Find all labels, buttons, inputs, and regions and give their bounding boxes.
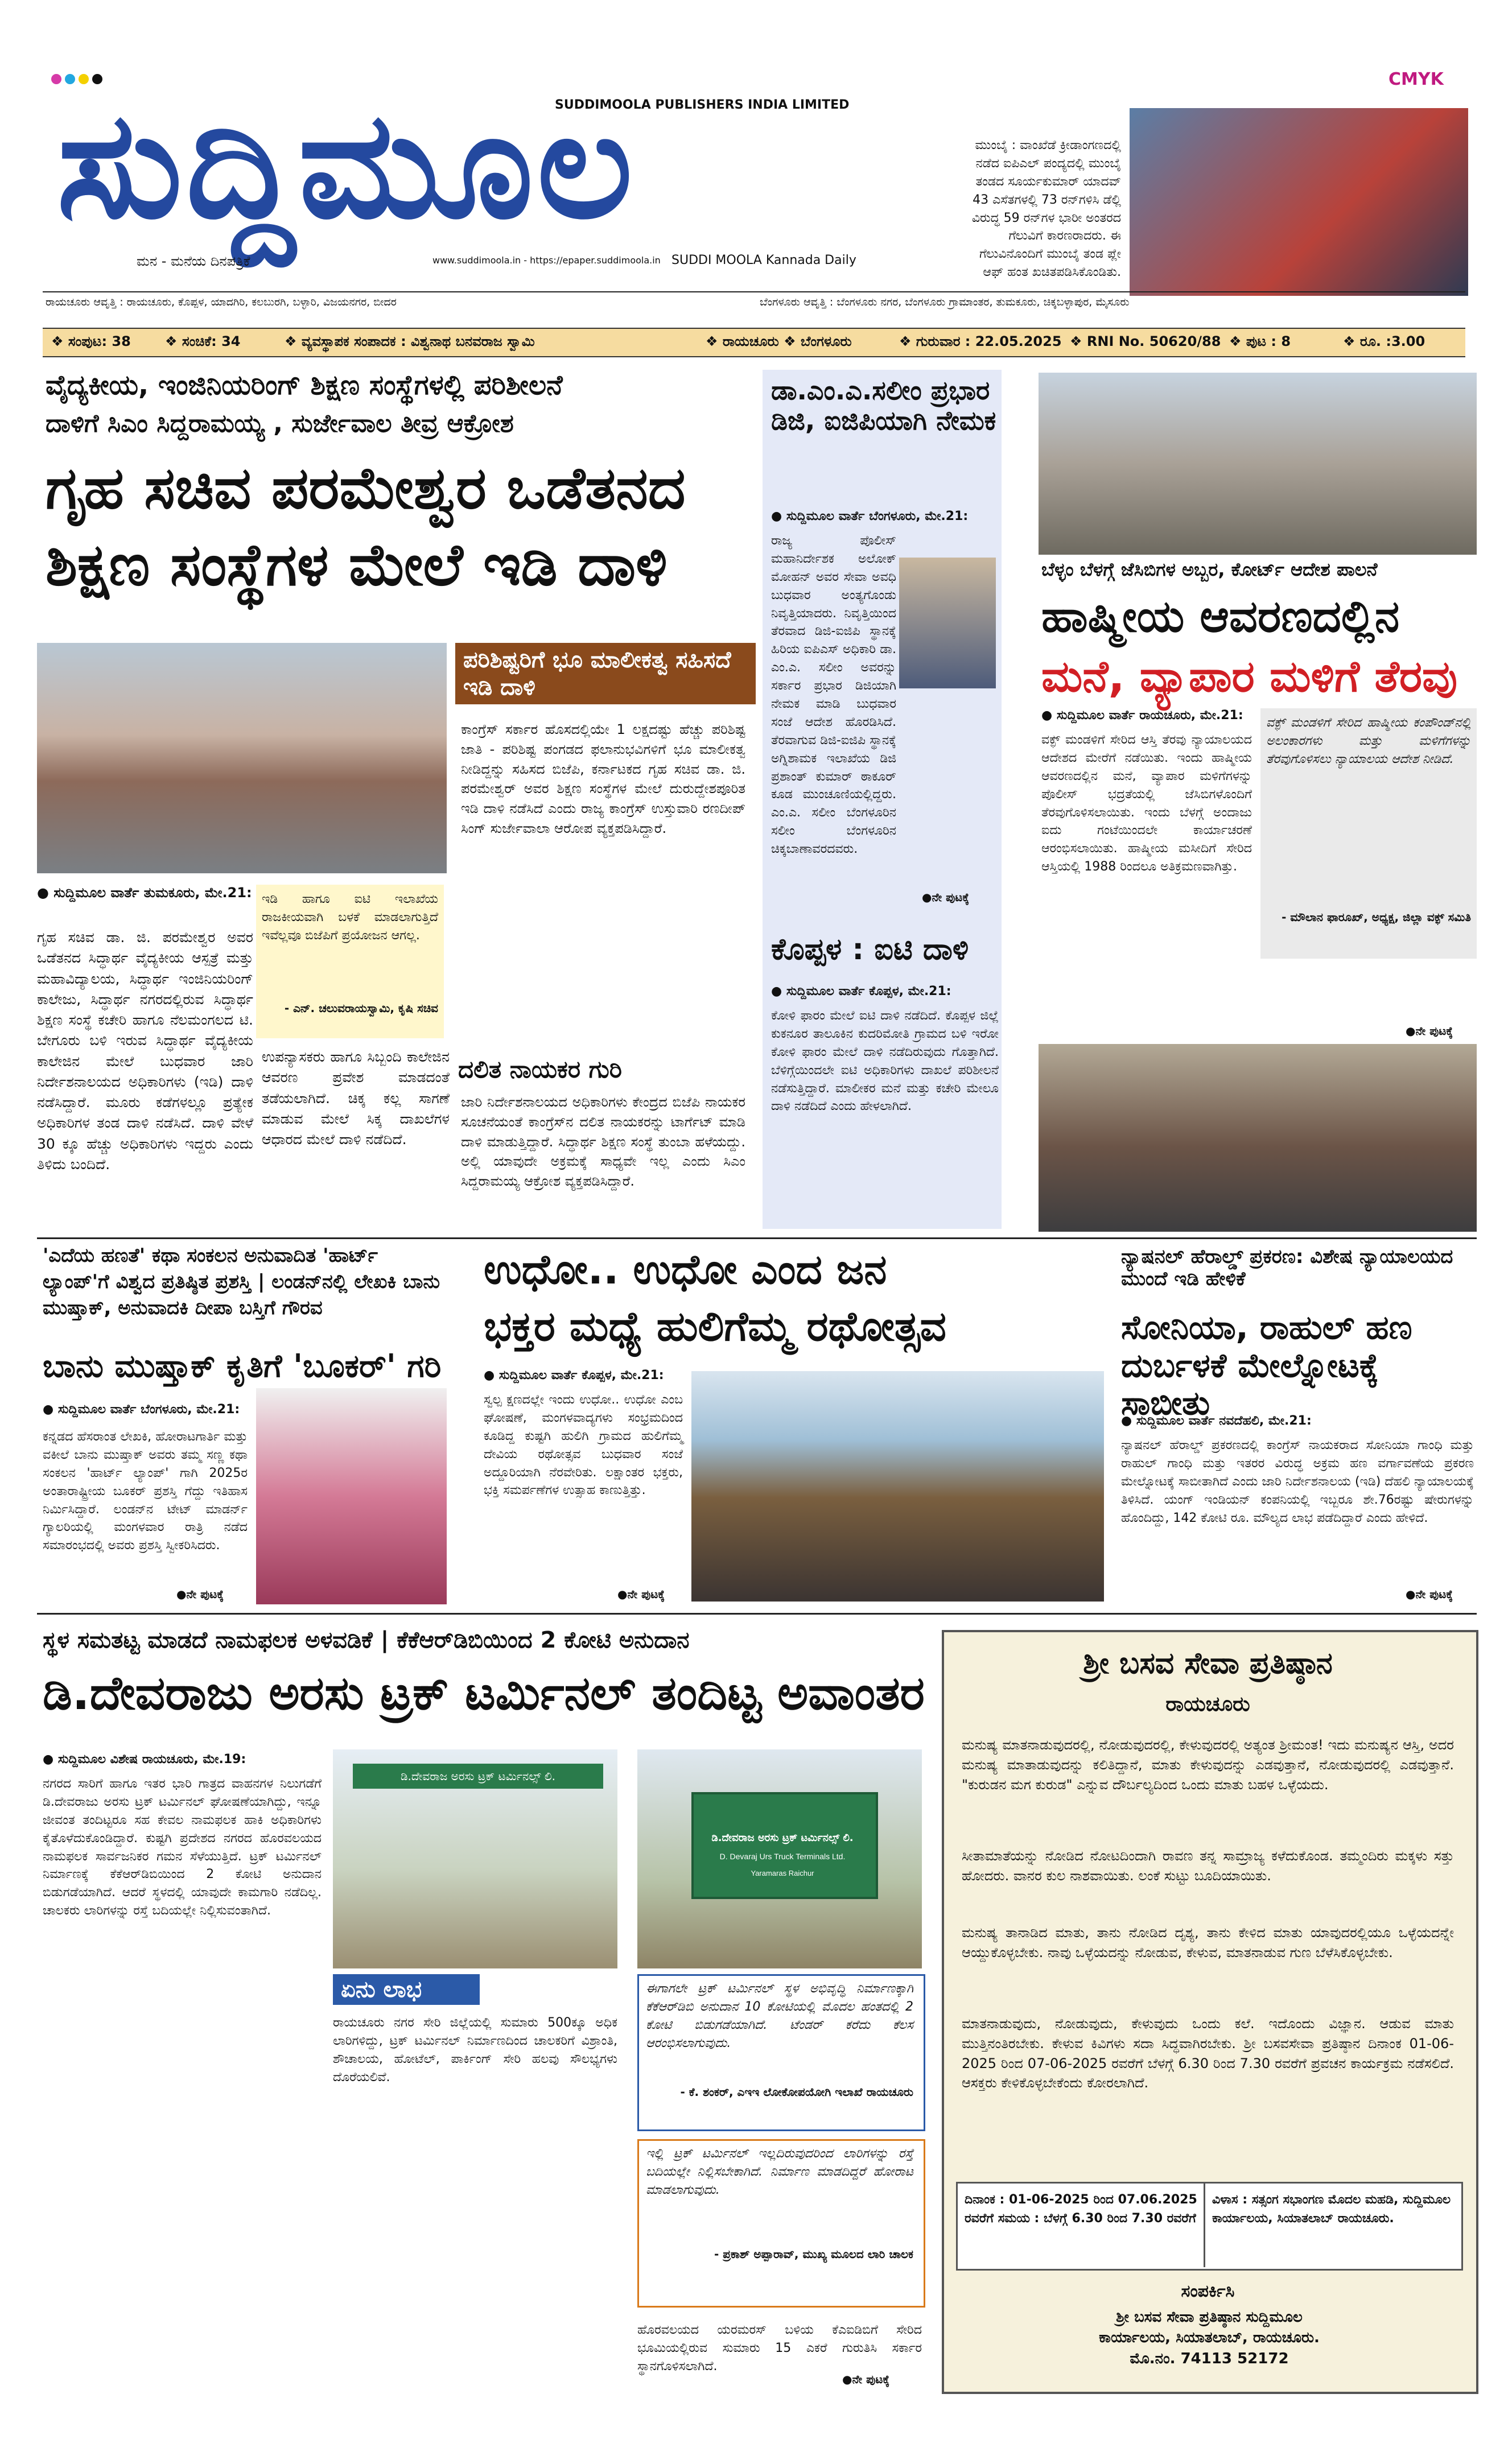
devaraj-headline: ಡಿ.ದೇವರಾಜು ಅರಸು ಟ್ರಕ್ ಟರ್ಮಿನಲ್ ತಂದಿಟ್ಟ ಅವಾಂತರ [43, 1666, 925, 1720]
issue: ❖ ಸಂಚಿಕೆ: 34 [165, 333, 241, 349]
banu-photo [256, 1388, 447, 1604]
lead-headline-1: ಗೃಹ ಸಚಿವ ಪರಮೇಶ್ವರ ಒಡೆತನದ [46, 455, 686, 522]
signboard-2-english: D. Devaraj Urs Truck Terminals Ltd. [719, 1852, 846, 1861]
salim-headline: ಡಾ.ಎಂ.ಎ.ಸಲೀಂ ಪ್ರಭಾರ ಡಿಜಿ, ಐಜಿಪಿಯಾಗಿ ನೇಮಕ [771, 375, 996, 436]
hashmi-quote: ವಕ್ಫ್ ಮಂಡಳಿಗೆ ಸೇರಿದ ಹಾಷ್ಮೀಯ ಕಂಪೌಂಡ್‌ನಲ್ಲಿ ಅಲಂಕಾರಗಳು ಮತ್ತು ಮಳಿಗೆಗಳನ್ನು ತೆರವುಗೊಳಿಸಲು ನ್ಯಾಯಾಲಯ ಆದೇಶ ನೀಡಿದೆ. [1266, 716, 1471, 766]
basava-para-2: ಸೀತಾಮಾತೆಯನ್ನು ನೋಡಿದ ನೋಟದಿಂದಾಗಿ ರಾವಣ ತನ್ನ ಸಾಮ್ರಾಜ್ಯ ಕಳೆದುಕೊಂಡ. ತಮ್ಮಂದಿರು ಮಕ್ಕಳು ಸತ್ತು ಹೋದರು. ವಾನರ ಕುಲ ನಾಶವಾಯಿತು. ಲಂಕೆ ಸುಟ್ಟು ಬೂದಿಯಾಯಿತು. [962, 1848, 1454, 1884]
editions-raichur: ರಾಯಚೂರು ಆವೃತ್ತಿ : ರಾಯಚೂರು, ಕೊಪ್ಪಳ, ಯಾದಗಿರಿ, ಕಲಬುರಗಿ, ಬಳ್ಳಾರಿ, ವಿಜಯನಗರ, ಬೀದರ [46, 296, 397, 308]
huligemma-body: ಸ್ವಲ್ಪ ಕ್ಷಣದಲ್ಲೇ ಇಂದು ಉಧೋ.. ಉಧೋ ಎಂಬ ಘೋಷಣೆ, ಮಂಗಳವಾದ್ಯಗಳು ಸಂಭ್ರಮದಿಂದ ಕೂಡಿದ್ದ ಕುಷ್ಟಗಿ ಹುಲಿಗಿ ಗ್ರಾಮದ ಹುಲಿಗೆಮ್ಮ ದೇವಿಯ ರಥೋತ್ಸವ ಬುಧವಾರ ಸಂಜೆ ಅದ್ದೂರಿಯಾಗಿ ನೆರವೇರಿತು. ಲಕ್ಷಾಂತರ ಭಕ್ತರು, ಭಕ್ತಿ ಸಮರ್ಪಣೆಗಳ ಉತ್ಸಾಹ ಕಾಣುತ್ತಿತ್ತು. [484, 1393, 683, 1498]
lead-body: ಗೃಹ ಸಚಿವ ಡಾ. ಜಿ. ಪರಮೇಶ್ವರ ಅವರ ಒಡೆತನದ ಸಿದ್ಧಾರ್ಥ ವೈದ್ಯಕೀಯ ಆಸ್ಪತ್ರೆ ಮತ್ತು ಮಹಾವಿದ್ಯಾಲಯ, ಸಿದ್ಧಾರ್ಥ ಇಂಜಿನಿಯರಿಂಗ್ ಕಾಲೇಜು, ಸಿದ್ಧಾರ್ಥ ನಗರದಲ್ಲಿರುವ ಸಿದ್ಧಾರ್ಥ ಶಿಕ್ಷಣ ಸಂಸ್ಥೆ ಕಚೇರಿ ಹಾಗೂ ನೆಲಮಂಗಲದ ಟಿ. ಬೇಗೂರು ಬಳಿ ಇರುವ ಸಿದ್ಧಾರ್ಥ ವೈದ್ಯಕೀಯ ಕಾಲೇಜಿನ ಮೇಲೆ ಬುಧವಾರ ಜಾರಿ ನಿರ್ದೇಶನಾಲಯದ ಅಧಿಕಾರಿಗಳು (ಇಡಿ) ದಾಳಿ ನಡೆಸಿದ್ದಾರೆ. ಮೂರು ಕಡೆಗಳಲ್ಲೂ ಪ್ರತ್ಯೇಕ ಅಧಿಕಾರಿಗಳ ತಂಡ ದಾಳಿ ನಡೆಸಿದೆ. ದಾಳಿ ವೇಳೆ 30 ಕ್ಕೂ ಹೆಚ್ಚು ಅಧಿಕಾರಿಗಳು ಇದ್ದರು ಎಂದು ತಿಳಿದು ಬಂದಿದೆ. [37, 929, 253, 1173]
banu-body: ಕನ್ನಡದ ಹೆಸರಾಂತ ಲೇಖಕಿ, ಹೋರಾಟಗಾರ್ತಿ ಮತ್ತು ವಕೀಲೆ ಬಾನು ಮುಷ್ತಾಕ್ ಅವರು ತಮ್ಮ ಸಣ್ಣ ಕಥಾ ಸಂಕಲನ 'ಹಾರ್ಟ್ ಲ್ಯಾಂಪ್' ಗಾಗಿ 2025ರ ಅಂತಾರಾಷ್ಟ್ರೀಯ ಬೂಕರ್ ಪ್ರಶಸ್ತಿ ಗೆದ್ದು ಇತಿಹಾಸ ನಿರ್ಮಿಸಿದ್ದಾರೆ. ಲಂಡನ್‌ನ ಟೇಟ್ ಮಾಡರ್ನ್ ಗ್ಯಾಲರಿಯಲ್ಲಿ ಮಂಗಳವಾರ ರಾತ್ರಿ ನಡೆದ ಸಮಾರಂಭದಲ್ಲಿ ಅವರು ಪ್ರಶಸ್ತಿ ಸ್ವೀಕರಿಸಿದರು. [43, 1430, 248, 1553]
contact-title: ಸಂಪರ್ಕಿಸಿ [1181, 2281, 1235, 2301]
lead-kicker-2: ದಾಳಿಗೆ ಸಿಎಂ ಸಿದ್ದರಾಮಯ್ಯ , ಸುರ್ಜೇವಾಲ ತೀವ್ರ ಆಕ್ರೋಶ [46, 409, 514, 438]
terminal-signboard-2 [691, 1792, 878, 1899]
dalit-title: ದಲಿತ ನಾಯಕರ ಗುರಿ [458, 1055, 622, 1083]
banu-kicker: 'ಎದೆಯ ಹಣತೆ' ಕಥಾ ಸಂಕಲನ ಅನುವಾದಿತ 'ಹಾರ್ಟ್ ಲ್ಯಾಂಪ್'ಗೆ ವಿಶ್ವದ ಪ್ರತಿಷ್ಠಿತ ಪ್ರಶಸ್ತಿ | ಲಂಡನ್‌ನಲ್ಲಿ ಲೇಖಕಿ ಬಾನು ಮುಷ್ತಾಕ್, ಅನುವಾದಕಿ ದೀಪಾ ಬಸ್ತಿಗೆ ಗೌರವ [43, 1244, 440, 1319]
hashmi-headline-1: ಹಾಷ್ಮೀಯ ಆವರಣದಲ್ಲಿನ [1041, 591, 1400, 642]
quote-text: ಇಡಿ ಹಾಗೂ ಐಟಿ ಇಲಾಖೆಯ ರಾಜಕೀಯವಾಗಿ ಬಳಕೆ ಮಾಡಲಾಗುತ್ತಿದೆ ಇವೆಲ್ಲವೂ ಬಿಜೆಪಿಗೆ ಪ್ರಯೋಜನ ಆಗಲ್ಲ. [262, 892, 438, 943]
huligemma-headline-2: ಭಕ್ತರ ಮಧ್ಯೆ ಹುಲಿಗೆಮ್ಮ ರಥೋತ್ಸವ [484, 1302, 946, 1350]
hashmi-caption: ಬೆಳ್ಳಂ ಬೆಳಗ್ಗೆ ಜೆಸಿಬಿಗಳ ಅಬ್ಬರ, ಕೋರ್ಟ್ ಆದೇಶ ಪಾಲನೆ [1041, 559, 1378, 580]
quote1-text: ಈಗಾಗಲೇ ಟ್ರಕ್ ಟರ್ಮಿನಲ್ ಸ್ಥಳ ಅಭಿವೃದ್ಧಿ ನಿರ್ಮಾಣಕ್ಕಾಗಿ ಕೆಕೆಆರ್‌ಡಿಬಿ ಅನುದಾನ 10 ಕೋಟಿಯಲ್ಲಿ ಮೊದಲ ಹಂತದಲ್ಲಿ 2 ಕೋಟಿ ಬಿಡುಗಡೆಯಾಗಿದೆ. ಟೆಂಡರ್ ಕರೆದು ಕೆಲಸ ಆರಂಭಿಸಲಾಗುವುದು. [646, 1982, 913, 2050]
quote2-text: ಇಲ್ಲಿ ಟ್ರಕ್ ಟರ್ಮಿನಲ್ ಇಲ್ಲದಿರುವುದರಿಂದ ಲಾರಿಗಳನ್ನು ರಸ್ತೆ ಬದಿಯಲ್ಲೇ ನಿಲ್ಲಿಸಬೇಕಾಗಿದೆ. ನಿರ್ಮಾಣ ಮಾಡದಿದ್ದರೆ ಹೋರಾಟ ಮಾಡಲಾಗುವುದು. [646, 2147, 913, 2197]
cmyk-label: CMYK [1388, 69, 1444, 89]
price: ❖ ರೂ. :3.00 [1343, 333, 1425, 349]
schedule-address: ವಿಳಾಸ : ಸತ್ಸಂಗ ಸಭಾಂಗಣ ಮೊದಲ ಮಹಡಿ, ಸುದ್ದಿಮೂಲ ಕಾರ್ಯಾಲಯ, ಸಿಯಾತಲಾಬ್ ರಾಯಚೂರು. [1212, 2193, 1451, 2226]
devaraj-body-2: ಹೊರವಲಯದ ಯರಮರಸ್ ಬಳಿಯ ಕೆಎಐಡಿಬಿಗೆ ಸೇರಿದ ಭೂಮಿಯಲ್ಲಿರುವ ಸುಮಾರು 15 ಎಕರೆ ಗುರುತಿಸಿ ಸರ್ಕಾರ ಸ್ಥಾನಗೊಳಿಸಲಾಗಿದೆ. [637, 2323, 922, 2374]
herald-headline: ಸೋನಿಯಾ, ರಾಹುಲ್ ಹಣ ದುರ್ಬಳಕೆ ಮೇಲ್ನೋಟಕ್ಕೆ ಸಾಬೀತು [1121, 1308, 1412, 1423]
date: ❖ ಗುರುವಾರ : 22.05.2025 [899, 333, 1062, 349]
salim-continued: ●ನೇ ಪುಟಕ್ಕೆ [922, 890, 970, 904]
crowd-protest-photo [1039, 1044, 1477, 1232]
basava-city: ರಾಯಚೂರು [1165, 1693, 1250, 1716]
siddhartha-college-photo [37, 643, 447, 873]
devaraj-body: ನಗರದ ಸಾರಿಗೆ ಹಾಗೂ ಇತರ ಭಾರಿ ಗಾತ್ರದ ವಾಹನಗಳ ನಿಲುಗಡೆಗೆ ಡಿ.ದೇವರಾಜು ಅರಸು ಟ್ರಕ್ ಟರ್ಮಿನಲ್ ಘೋಷಣೆಯಾಗಿದ್ದು, ಇನ್ನೂ ಜೀವಂತ ತಂದಿಟ್ಟರೂ ಸಹ ಕೇವಲ ನಾಮಫಲಕ ಹಾಕಿ ಅಧಿಕಾರಿಗಳು ಕೈತೊಳೆದುಕೊಂಡಿದ್ದಾರೆ. ಕುಷ್ಟಗಿ ಪ್ರದೇಶದ ನಗರದ ಹೊರವಲಯದ ನಾಮಫಲಕ ಸಾರ್ವಜನಿಕರ ಗಮನ ಸೆಳೆಯುತ್ತಿದೆ. ಟ್ರಕ್ ಟರ್ಮಿನಲ್ ನಿರ್ಮಾಣಕ್ಕೆ ಕೆಕೆಆರ್‌ಡಿಬಿಯಿಂದ 2 ಕೋಟಿ ಅನುದಾನ ಬಿಡುಗಡೆಯಾಗಿದೆ. ಆದರೆ ಸ್ಥಳದಲ್ಲಿ ಯಾವುದೇ ಕಾಮಗಾರಿ ನಡೆದಿಲ್ಲ. ಚಾಲಕರು ಲಾರಿಗಳನ್ನು ರಸ್ತೆ ಬದಿಯಲ್ಲೇ ನಿಲ್ಲಿಸುವಂತಾಗಿದೆ. [43, 1777, 322, 1918]
quote1-author: - ಕೆ. ಶಂಕರ್, ಎಇಇ ಲೋಕೋಪಯೋಗಿ ಇಲಾಖೆ ರಾಯಚೂರು [680, 2085, 913, 2099]
quote-author: - ಎನ್. ಚಲುವರಾಯಸ್ವಾಮಿ, ಕೃಷಿ ಸಚಿವ [284, 1001, 438, 1015]
herald-kicker: ನ್ಯಾಷನಲ್ ಹೆರಾಲ್ಡ್ ಪ್ರಕರಣ: ವಿಶೇಷ ನ್ಯಾಯಾಲಯದ ಮುಂದೆ ಇಡಿ ಹೇಳಿಕೆ [1121, 1245, 1453, 1291]
huligemma-continued: ●ನೇ ಪುಟಕ್ಕೆ [617, 1587, 665, 1601]
demolition-photo [1039, 373, 1477, 555]
editor: ❖ ವ್ಯವಸ್ಥಾಪಕ ಸಂಪಾದಕ : ವಿಶ್ವನಾಥ ಬನವರಾಜ ಸ್ವಾಮಿ [285, 333, 535, 349]
masthead-title: ಸುದ್ದಿಮೂಲ [57, 78, 636, 251]
salim-byline: ● ಸುದ್ದಿಮೂಲ ವಾರ್ತೆ ಬೆಂಗಳೂರು, ಮೇ.21: [771, 509, 969, 523]
cricket-photo [1130, 108, 1468, 296]
schedule-divider [1204, 2182, 1205, 2267]
dalit-body: ಜಾರಿ ನಿರ್ದೇಶನಾಲಯದ ಅಧಿಕಾರಿಗಳು ಕೇಂದ್ರದ ಬಿಜೆಪಿ ನಾಯಕರ ಸೂಚನೆಯಂತೆ ಕಾಂಗ್ರೆಸ್‌ನ ದಲಿತ ನಾಯಕರನ್ನು ಟಾರ್ಗೆಟ್ ಮಾಡಿ ದಾಳಿ ಮಾಡುತ್ತಿದ್ದಾರೆ. ಸಿದ್ಧಾರ್ಥ ಶಿಕ್ಷಣ ಸಂಸ್ಥೆ ತುಂಬಾ ಹಳೆಯದ್ದು. ಅಲ್ಲಿ ಯಾವುದೇ ಅಕ್ರಮಕ್ಕೆ ಸಾಧ್ಯವೇ ಇಲ್ಲ ಎಂದು ಸಿಎಂ ಸಿದ್ದರಾಮಯ್ಯ ಆಕ್ರೋಶ ವ್ಯಕ್ತಪಡಿಸಿದ್ದಾರೆ. [461, 1094, 745, 1190]
website-urls: www.suddimoola.in - https://epaper.suddimoola.in [432, 255, 661, 266]
lead-kicker-1: ವೈದ್ಯಕೀಯ, ಇಂಜಿನಿಯರಿಂಗ್ ಶಿಕ್ಷಣ ಸಂಸ್ಥೆಗಳಲ್ಲಿ ಪರಿಶೀಲನೆ [46, 369, 563, 401]
contact-body: ಶ್ರೀ ಬಸವ ಸೇವಾ ಪ್ರತಿಷ್ಠಾನ ಸುದ್ದಿಮೂಲ ಕಾರ್ಯಾಲಯ, ಸಿಯಾತಲಾಬ್, ರಾಯಚೂರು. ಮೊ.ನಂ. 74113 52172 [1099, 2309, 1320, 2367]
editions-bengaluru: ಬೆಂಗಳೂರು ಆವೃತ್ತಿ : ಬೆಂಗಳೂರು ನಗರ, ಬೆಂಗಳೂರು ಗ್ರಾಮಾಂತರ, ತುಮಕೂರು, ಚಿಕ್ಕಬಳ್ಳಾಪುರ, ಮೈಸೂರು [760, 296, 1130, 308]
basava-para-4: ಮಾತನಾಡುವುದು, ನೋಡುವುದು, ಕೇಳುವುದು ಒಂದು ಕಲೆ. ಇದೊಂದು ವಿಜ್ಞಾನ. ಆಡುವ ಮಾತು ಮುತ್ತಿನಂತಿರಬೇಕು. ಕೇಳುವ ಕಿವಿಗಳು ಸದಾ ಸಿದ್ಧವಾಗಿರಬೇಕು. ಶ್ರೀ ಬಸವಸೇವಾ ಪ್ರತಿಷ್ಠಾನ ದಿನಾಂಕ 01-06-2025 ರಿಂದ 07-06-2025 ರವರೆಗೆ ಬೆಳಗ್ಗೆ 6.30 ರಿಂದ 7.30 ರವರೆಗೆ ಪ್ರವಚನ ಕಾರ್ಯಕ್ರಮ ನಡೆಸಲಿದೆ. ಆಸಕ್ತರು ಕೇಳಿಕೊಳ್ಳಬೇಕೆಂದು ಕೋರಲಾಗಿದೆ. [962, 2016, 1454, 2091]
koppal-byline: ● ಸುದ್ದಿಮೂಲ ವಾರ್ತೆ ಕೊಪ್ಪಳ, ಮೇ.21: [771, 984, 951, 998]
lead-body-2: ಉಪನ್ಯಾಸಕರು ಹಾಗೂ ಸಿಬ್ಬಂದಿ ಕಾಲೇಜಿನ ಆವರಣ ಪ್ರವೇಶ ಮಾಡದಂತೆ ತಡೆಯಲಾಗಿದೆ. ಚಿಕ್ಕ ಕಲ್ಲ ಸಾಗಣೆ ಮಾಡುವ ಮೇಲೆ ಸಿಕ್ಕ ದಾಖಲೆಗಳ ಆಧಾರದ ಮೇಲೆ ದಾಳಿ ನಡೆದಿದೆ. [262, 1049, 450, 1148]
publisher-name: SUDDIMOOLA PUBLISHERS INDIA LIMITED [555, 98, 850, 112]
lead-byline: ● ಸುದ್ದಿಮೂಲ ವಾರ್ತೆ ತುಮಕೂರು, ಮೇ.21: [37, 885, 252, 901]
cities: ❖ ರಾಯಚೂರು ❖ ಬೆಂಗಳೂರು [706, 333, 852, 349]
herald-body: ನ್ಯಾಷನಲ್ ಹೆರಾಲ್ಡ್ ಪ್ರಕರಣದಲ್ಲಿ ಕಾಂಗ್ರೆಸ್ ನಾಯಕರಾದ ಸೋನಿಯಾ ಗಾಂಧಿ ಮತ್ತು ರಾಹುಲ್ ಗಾಂಧಿ ಮತ್ತು ಇತರರ ವಿರುದ್ಧ ಅಕ್ರಮ ಹಣ ವರ್ಗಾವಣೆಯ ಪ್ರಕರಣ ಮೇಲ್ನೋಟಕ್ಕೆ ಸಾಬೀತಾಗಿದೆ ಎಂದು ಜಾರಿ ನಿರ್ದೇಶನಾಲಯ (ಇಡಿ) ದೆಹಲಿ ನ್ಯಾಯಾಲಯಕ್ಕೆ ತಿಳಿಸಿದೆ. ಯಂಗ್ ಇಂಡಿಯನ್ ಕಂಪನಿಯಲ್ಲಿ ಇಬ್ಬರೂ ಶೇ.76ರಷ್ಟು ಷೇರುಗಳನ್ನು ಹೊಂದಿದ್ದು, 142 ಕೋಟಿ ರೂ. ಮೌಲ್ಯದ ಲಾಭ ಪಡೆದಿದ್ದಾರೆ ಎಂದು ಹೇಳಿದೆ. [1121, 1438, 1474, 1525]
basava-para-3: ಮನುಷ್ಯ ತಾನಾಡಿದ ಮಾತು, ತಾನು ನೋಡಿದ ದೃಶ್ಯ, ತಾನು ಕೇಳಿದ ಮಾತು ಯಾವುದರಲ್ಲಿಯೂ ಒಳ್ಳೆಯದನ್ನೇ ಆಯ್ದುಕೊಳ್ಳಬೇಕು. ನಾವು ಒಳ್ಳೆಯದನ್ನು ನೋಡುವ, ಕೇಳುವ, ಮಾತನಾಡುವ ಗುಣ ಬೆಳೆಸಿಕೊಳ್ಳಬೇಕು. [962, 1925, 1454, 1961]
row-rule-2 [37, 1613, 1477, 1615]
huligemma-byline: ● ಸುದ್ದಿಮೂಲ ವಾರ್ತೆ ಕೊಪ್ಪಳ, ಮೇ.21: [484, 1368, 664, 1382]
salim-portrait [899, 558, 996, 688]
banu-byline: ● ಸುದ್ದಿಮೂಲ ವಾರ್ತೆ ಬೆಂಗಳೂರು, ಮೇ.21: [43, 1402, 240, 1417]
banu-continued: ●ನೇ ಪುಟಕ್ಕೆ [176, 1587, 224, 1601]
devaraj-byline: ● ಸುದ್ದಿಮೂಲ ವಿಶೇಷ ರಾಯಚೂರು, ಮೇ.19: [43, 1752, 246, 1767]
quote2-author: - ಪ್ರಕಾಶ್ ಅಪ್ಪಾರಾವ್, ಮುಖ್ಯ ಮೂಲದ ಲಾರಿ ಚಾಲಕ [714, 2247, 913, 2261]
hashmi-body: ವಕ್ಫ್ ಮಂಡಳಿಗೆ ಸೇರಿದ ಆಸ್ತಿ ತೆರವು ನ್ಯಾಯಾಲಯದ ಆದೇಶದ ಮೇರೆಗೆ ನಡೆಯಿತು. ಇಂದು ಹಾಷ್ಮೀಯ ಆವರಣದಲ್ಲಿನ ಮನೆ, ವ್ಯಾಪಾರ ಮಳಿಗೆಗಳನ್ನು ಪೊಲೀಸ್ ಭದ್ರತೆಯಲ್ಲಿ ಜೆಸಿಬಿಗಳೊಂದಿಗೆ ತೆರವುಗೊಳಿಸಲಾಯಿತು. ಇಂದು ಬೆಳಗ್ಗೆ ಅಂದಾಜು ಐದು ಗಂಟೆಯಿಂದಲೇ ಕಾರ್ಯಾಚರಣೆ ಆರಂಭಿಸಲಾಯಿತು. ಹಾಷ್ಮೀಯ ಮಸೀದಿಗೆ ಸೇರಿದ ಆಸ್ತಿಯಲ್ಲಿ 1988 ರಿಂದಲೂ ಅತಿಕ್ರಮಣವಾಗಿತ್ತು. [1041, 733, 1252, 874]
hashmi-headline-2: ಮನೆ, ವ್ಯಾಪಾರ ಮಳಿಗೆ ತೆರವು [1041, 651, 1457, 701]
english-name: SUDDI MOOLA Kannada Daily [671, 253, 856, 267]
huligemma-headline-1: ಉಧೋ.. ಉಧೋ ಎಂದ ಜನ [484, 1245, 887, 1293]
page-count: ❖ ಪುಟ : 8 [1229, 333, 1291, 349]
hashmi-quote-author: - ಮೌಲಾನ ಫಾರೂಖ್, ಅಧ್ಯಕ್ಷ, ಜಿಲ್ಲಾ ವಕ್ಫ್ ಸಮಿತಿ [1282, 910, 1471, 924]
top-story-text: ಮುಂಬೈ : ವಾಂಖೆಡೆ ಕ್ರೀಡಾಂಗಣದಲ್ಲಿ ನಡೆದ ಐಪಿಎಲ್ ಪಂದ್ಯದಲ್ಲಿ ಮುಂಬೈ ತಂಡದ ಸೂರ್ಯಕುಮಾರ್ ಯಾದವ್ 43 ಎಸೆತಗಳಲ್ಲಿ 73 ರನ್‌ಗಳಿಸಿ ಡೆಲ್ಲಿ ವಿರುದ್ಧ 59 ರನ್‌ಗಳ ಭಾರೀ ಅಂತರದ ಗೆಲುವಿಗೆ ಕಾರಣರಾದರು. ಈ ಗೆಲುವಿನೊಂದಿಗೆ ಮುಂಬೈ ತಂಡ ಪ್ಲೇ ಆಫ್ ಹಂತ ಖಚಿತಪಡಿಸಿಕೊಂಡಿತು. [971, 138, 1121, 280]
hashmi-continued: ●ನೇ ಪುಟಕ್ಕೆ [1406, 1024, 1453, 1038]
benefit-body: ರಾಯಚೂರು ನಗರ ಸೇರಿ ಜಿಲ್ಲೆಯಲ್ಲಿ ಸುಮಾರು 500ಕ್ಕೂ ಅಧಿಕ ಲಾರಿಗಳಿದ್ದು, ಟ್ರಕ್ ಟರ್ಮಿನಲ್ ನಿರ್ಮಾಣದಿಂದ ಚಾಲಕರಿಗೆ ವಿಶ್ರಾಂತಿ, ಶೌಚಾಲಯ, ಹೋಟೆಲ್, ಪಾರ್ಕಿಂಗ್ ಸೇರಿ ಹಲವು ಸೌಲಭ್ಯಗಳು ದೊರೆಯಲಿವೆ. [333, 2016, 617, 2085]
koppal-headline: ಕೊಪ್ಪಳ : ಐಟಿ ದಾಳಿ [771, 932, 969, 967]
hashmi-byline: ● ಸುದ್ದಿಮೂಲ ವಾರ್ತೆ ರಾಯಚೂರು, ಮೇ.21: [1041, 708, 1243, 723]
salim-body: ರಾಜ್ಯ ಪೊಲೀಸ್ ಮಹಾನಿರ್ದೇಶಕ ಅಲೋಕ್ ಮೋಹನ್ ಅವರ ಸೇವಾ ಅವಧಿ ಬುಧವಾರ ಅಂತ್ಯಗೊಂಡು ನಿವೃತ್ತಿಯಾದರು. ನಿವೃತ್ತಿಯಿಂದ ತೆರವಾದ ಡಿಜಿ-ಐಜಿಪಿ ಸ್ಥಾನಕ್ಕೆ ಹಿರಿಯ ಐಪಿಎಸ್ ಅಧಿಕಾರಿ ಡಾ. ಎಂ.ಎ. ಸಲೀಂ ಅವರನ್ನು ಸರ್ಕಾರ ಪ್ರಭಾರ ಡಿಜಿಯಾಗಿ ನೇಮಕ ಮಾಡಿ ಬುಧವಾರ ಸಂಜೆ ಆದೇಶ ಹೊರಡಿಸಿದೆ. ತೆರವಾಗುವ ಡಿಜಿ-ಐಜಿಪಿ ಸ್ಥಾನಕ್ಕೆ ಅಗ್ನಿಶಾಮಕ ಇಲಾಖೆಯ ಡಿಜಿ ಪ್ರಶಾಂತ್ ಕುಮಾರ್ ಠಾಕೂರ್ ಕೂಡ ಮುಂಚೂಣಿಯಲ್ಲಿದ್ದರು. ಎಂ.ಎ. ಸಲೀಂ ಬೆಂಗಳೂರಿನ ಸಲೀಂ ಬೆಂಗಳೂರಿನ ಚಿಕ್ಕಬಾಣಾವರದವರು. [771, 534, 896, 857]
benefit-title: ಏನು ಲಾಭ [333, 1974, 480, 2005]
sidebox-body: ಕಾಂಗ್ರೆಸ್ ಸರ್ಕಾರ ಹೊಸದಲ್ಲಿಯೇ 1 ಲಕ್ಷದಷ್ಟು ಹೆಚ್ಚು ಪರಿಶಿಷ್ಟ ಜಾತಿ - ಪರಿಶಿಷ್ಟ ಪಂಗಡದ ಫಲಾನುಭವಿಗಳಿಗೆ ಭೂ ಮಾಲೀಕತ್ವ ನೀಡಿದ್ದನ್ನು ಸಹಿಸದ ಬಿಜೆಪಿ, ಕರ್ನಾಟಕದ ಗೃಹ ಸಚಿವ ಡಾ. ಜಿ. ಪರಮೇಶ್ವರ್ ಅವರ ಶಿಕ್ಷಣ ಸಂಸ್ಥೆಗಳ ಮೇಲೆ ದುರುದ್ದೇಶಪೂರಿತ ಇಡಿ ದಾಳಿ ನಡೆಸಿದೆ ಎಂದು ರಾಜ್ಯ ಕಾಂಗ್ರೆಸ್ ಉಸ್ತುವಾರಿ ರಣದೀಪ್ ಸಿಂಗ್ ಸುರ್ಜೇವಾಲಾ ಆರೋಪ ವ್ಯಕ್ತಪಡಿಸಿದ್ದಾರೆ. [461, 721, 745, 836]
schedule-date-time: ದಿನಾಂಕ : 01-06-2025 ರಿಂದ 07.06.2025 ರವರೆಗೆ ಸಮಯ : ಬೆಳಗ್ಗೆ 6.30 ರಿಂದ 7.30 ರವರೆಗೆ [965, 2193, 1197, 2226]
sidebox-title: ಪರಿಶಿಷ್ಟರಿಗೆ ಭೂ ಮಾಲೀಕತ್ವ ಸಹಿಸದೆ ಇಡಿ ದಾಳಿ [455, 643, 756, 704]
herald-byline: ● ಸುದ್ದಿಮೂಲ ವಾರ್ತೆ ನವದೆಹಲಿ, ಮೇ.21: [1121, 1414, 1312, 1428]
tagline: ಮನ - ಮನೆಯ ದಿನಪತ್ರಿಕೆ [137, 253, 250, 269]
banu-headline: ಬಾನು ಮುಷ್ತಾಕ್ ಕೃತಿಗೆ 'ಬೂಕರ್' ಗರಿ [43, 1348, 442, 1385]
chariot-festival-photo [691, 1371, 1104, 1602]
koppal-body: ಕೋಳಿ ಫಾರಂ ಮೇಲೆ ಐಟಿ ದಾಳಿ ನಡೆದಿದೆ. ಕೊಪ್ಪಳ ಜಿಲ್ಲೆ ಕುಕನೂರ ತಾಲೂಕಿನ ಕುದರಿಮೋತಿ ಗ್ರಾಮದ ಬಳಿ ಇರೋ ಕೋಳಿ ಫಾರಂ ಮೇಲೆ ದಾಳಿ ನಡೆದಿರುವುದು ಗೊತ್ತಾಗಿದೆ. ಬೆಳಿಗ್ಗೆಯಿಂದಲೇ ಐಟಿ ಅಧಿಕಾರಿಗಳು ದಾಖಲೆ ಪರಿಶೀಲನೆ ನಡೆಸುತ್ತಿದ್ದಾರೆ. ಮಾಲೀಕರ ಮನೆ ಮತ್ತು ಕಚೇರಿ ಮೇಲೂ ದಾಳಿ ನಡೆದಿದೆ ಎಂದು ಹೇಳಲಾಗಿದೆ. [771, 1009, 999, 1114]
terminal-signboard-1: ಡಿ.ದೇವರಾಜ ಅರಸು ಟ್ರಕ್ ಟರ್ಮಿನಲ್ಸ್ ಲಿ. [353, 1764, 603, 1789]
row-rule-1 [37, 1237, 1477, 1239]
rni-number: ❖ RNI No. 50620/88 [1070, 333, 1221, 349]
volume: ❖ ಸಂಪುಟ: 38 [51, 333, 131, 349]
herald-continued: ●ನೇ ಪುಟಕ್ಕೆ [1406, 1587, 1453, 1601]
edition-rule-top [43, 291, 1465, 292]
lead-headline-2: ಶಿಕ್ಷಣ ಸಂಸ್ಥೆಗಳ ಮೇಲೆ ಇಡಿ ದಾಳಿ [46, 531, 668, 599]
devaraj-kicker: ಸ್ಥಳ ಸಮತಟ್ಟ ಮಾಡದೆ ನಾಮಫಲಕ ಅಳವಡಿಕೆ | ಕೆಕೆಆರ್‌ಡಿಬಿಯಿಂದ 2 ಕೋಟಿ ಅನುದಾನ [43, 1627, 690, 1653]
basava-title: ಶ್ರೀ ಬಸವ ಸೇವಾ ಪ್ರತಿಷ್ಠಾನ [1083, 1646, 1333, 1681]
signboard-2-location: Yaramaras Raichur [751, 1869, 814, 1877]
signboard-2-kannada: ಡಿ.ದೇವರಾಜ ಅರಸು ಟ್ರಕ್ ಟರ್ಮಿನಲ್ಸ್ ಲಿ. [711, 1832, 854, 1844]
basava-para-1: ಮನುಷ್ಯ ಮಾತನಾಡುವುದರಲ್ಲಿ, ನೋಡುವುದರಲ್ಲಿ, ಕೇಳುವುದರಲ್ಲಿ ಅತ್ಯಂತ ಶ್ರೀಮಂತ! ಇದು ಮನುಷ್ಯನ ಆಸ್ತಿ, ಅದರ ಮನುಷ್ಯ ಮಾತಾಡುವುದನ್ನು ಕಲಿತಿದ್ದಾನೆ, ಮಾತು ಕೇಳುವುದನ್ನು ಎಡವುತ್ತಾನೆ, ನೋಡುವುದರಲ್ಲಿ ಎಡವುತ್ತಾನೆ. "ಕುರುಡನ ಮಗ ಕುರುಡ" ಎನ್ನುವ ದೌರ್ಬಲ್ಯದಿಂದ ಒಂದು ಮಾತು ಬಹಳ ಒಳ್ಳೆಯದು. [962, 1737, 1454, 1793]
devaraj-continued: ●ನೇ ಪುಟಕ್ಕೆ [842, 2372, 890, 2386]
